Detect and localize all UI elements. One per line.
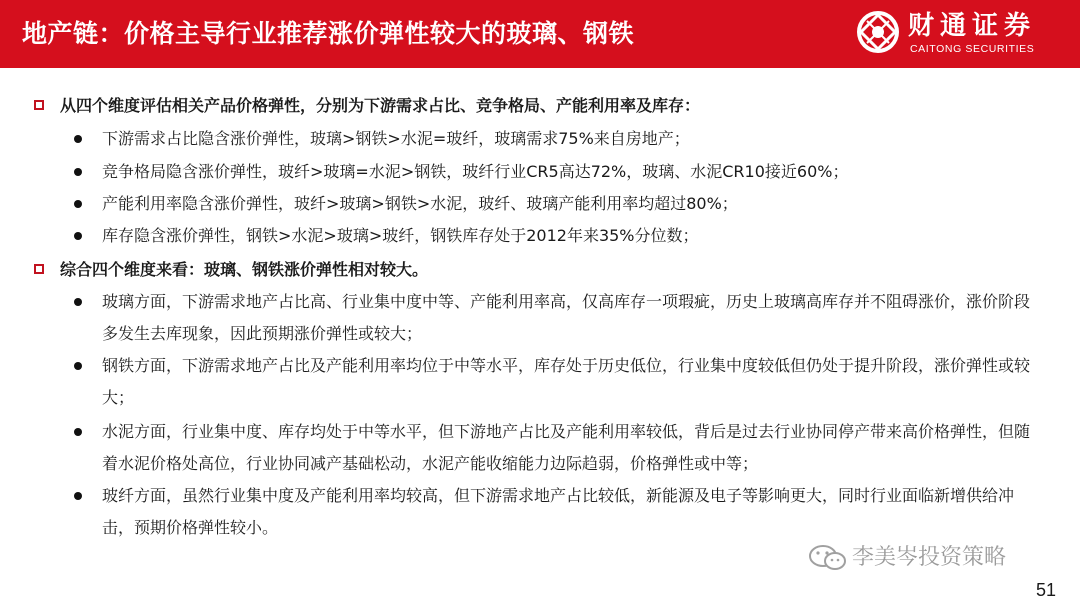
caitong-logo-mark-icon bbox=[856, 10, 900, 54]
bullet-text: 水泥方面，行业集中度、库存均处于中等水平，但下游地产占比及产能利用率较低，背后是过去行业协同停产带来高价格弹性，但随着水泥价格处高位，行业协同减产基础松动，水泥产能收缩能力边际趋弱，价格弹性或中等； bbox=[102, 422, 1031, 473]
company-logo bbox=[856, 8, 1071, 60]
bullet-dot-icon bbox=[74, 232, 82, 240]
section-heading bbox=[34, 91, 700, 121]
bullet-dot-icon bbox=[74, 135, 82, 143]
wechat-icon bbox=[808, 544, 848, 572]
square-bullet-icon bbox=[34, 100, 44, 110]
bullet-text: 玻璃方面，下游需求地产占比高、行业集中度中等、产能利用率高，仅高库存一项瑕疵，历史上玻璃高库存并不阻碍涨价，涨价阶段多发生去库现象，因此预期涨价弹性或较大； bbox=[102, 292, 1031, 343]
wechat-watermark bbox=[808, 540, 1048, 576]
bullet-dot-icon bbox=[74, 428, 82, 436]
section-heading bbox=[34, 255, 428, 285]
page-number: 51 bbox=[1035, 580, 1056, 600]
bullet-dot-icon bbox=[74, 168, 82, 176]
bullet-dot-icon bbox=[74, 298, 82, 306]
bullet-text: 产能利用率隐含涨价弹性，玻纤>玻璃>钢铁>水泥，玻纤、玻璃产能利用率均超过80%； bbox=[102, 194, 738, 213]
bullet-text: 竞争格局隐含涨价弹性，玻纤>玻璃=水泥>钢铁，玻纤行业CR5高达72%，玻璃、水泥CR10接近60%； bbox=[102, 162, 849, 181]
watermark-text: 李美岑投资策略 bbox=[852, 545, 1007, 570]
bullet-text: 库存隐含涨价弹性，钢铁>水泥>玻璃>玻纤，钢铁库存处于2012年来35%分位数； bbox=[102, 226, 699, 245]
title-bar bbox=[0, 0, 1080, 68]
bullet-dot-icon bbox=[74, 200, 82, 208]
bullet-dot-icon bbox=[74, 362, 82, 370]
bullet-text: 下游需求占比隐含涨价弹性，玻璃>钢铁>水泥=玻纤，玻璃需求75%来自房地产； bbox=[102, 129, 690, 148]
square-bullet-icon bbox=[34, 264, 44, 274]
section-heading-text: 综合四个维度来看：玻璃、钢铁涨价弹性相对较大。 bbox=[60, 260, 429, 279]
section-heading-text: 从四个维度评估相关产品价格弹性，分别为下游需求占比、竞争格局、产能利用率及库存： bbox=[60, 96, 701, 115]
company-name-cn: 财通证券 bbox=[908, 11, 1037, 41]
company-name-en: CAITONG SECURITIES bbox=[910, 43, 1035, 55]
bullet-text: 钢铁方面，下游需求地产占比及产能利用率均位于中等水平，库存处于历史低位，行业集中度较低但仍处于提升阶段，涨价弹性或较大； bbox=[102, 356, 1031, 407]
bullet-text: 玻纤方面，虽然行业集中度及产能利用率均较高，但下游需求地产占比较低，新能源及电子等影响更大，同时行业面临新增供给冲击，预期价格弹性较小。 bbox=[102, 486, 1015, 537]
page-title: 地产链：价格主导行业推荐涨价弹性较大的玻璃、钢铁 bbox=[22, 19, 635, 48]
bullet-dot-icon bbox=[74, 492, 82, 500]
